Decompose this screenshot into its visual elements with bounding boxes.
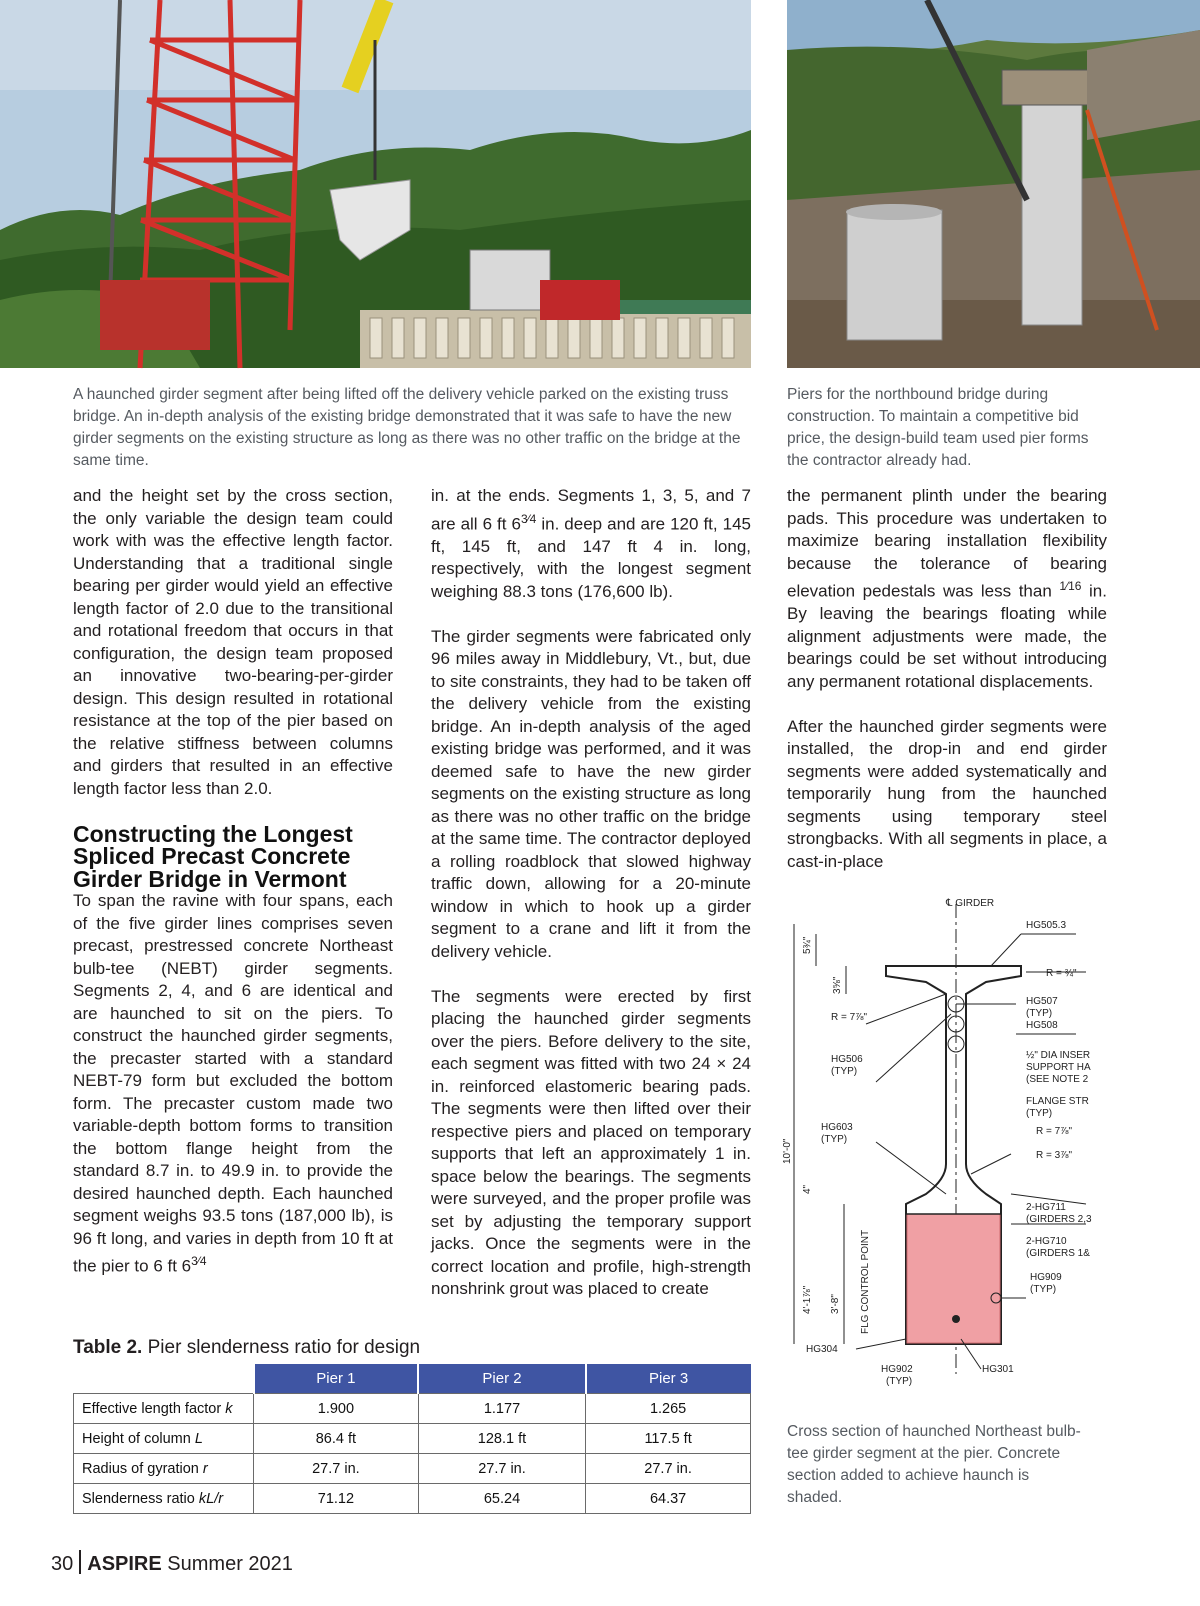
table-title: Table 2. Pier slenderness ratio for design bbox=[73, 1337, 421, 1358]
page-number: 30 bbox=[51, 1553, 74, 1575]
haunch-shaded-region bbox=[907, 1214, 1000, 1343]
cell: 1.177 bbox=[418, 1394, 585, 1424]
col1-paragraph-1: and the height set by the cross section, the only variable the design team could work with was the effective length factor. Understanding that a traditional single bearing per girder would yield an effective length factor of 2.0 due to the transitional and rotational freedom that occurs in that configuration, the design team proposed an innovative two-bearing-per-girder design. This design resulted in rotational resistance at the top of the pier based on the relative stiffness between columns and girders that resulted in an effective length factor less than 2.0. bbox=[73, 486, 393, 798]
table-row bbox=[74, 1424, 751, 1454]
flg-control-point: FLG CONTROL POINT bbox=[860, 1229, 871, 1334]
magazine-name: ASPIRE bbox=[87, 1553, 162, 1575]
page-footer bbox=[51, 1550, 293, 1576]
dim-38: 3'-8" bbox=[830, 1294, 841, 1314]
table-header-row bbox=[74, 1364, 751, 1394]
header-blank bbox=[74, 1364, 254, 1394]
label-hg5053: HG505.3 bbox=[1026, 920, 1067, 931]
table-row bbox=[74, 1454, 751, 1484]
dim-4: 4" bbox=[802, 1184, 813, 1194]
label-typ-4: (TYP) bbox=[821, 1134, 848, 1145]
label-hg508: HG508 bbox=[1026, 1020, 1058, 1031]
label-hg301: HG301 bbox=[982, 1364, 1014, 1375]
cell: 117.5 ft bbox=[586, 1424, 751, 1454]
photo-piers bbox=[787, 0, 1200, 368]
cell: 27.7 in. bbox=[254, 1454, 419, 1484]
label-hg304: HG304 bbox=[806, 1344, 838, 1355]
cell: 65.24 bbox=[418, 1484, 585, 1514]
label-girders23: (GIRDERS 2,3 bbox=[1026, 1214, 1092, 1225]
photo-left-caption: A haunched girder segment after being lifted off the delivery vehicle parked on the existing truss bridge. An in-depth analysis of the existing bridge demonstrated that it was safe to have the new girder segments on the existing structure as long as there was no other traffic on the bridge at the same time. bbox=[73, 386, 741, 469]
label-hg710: 2-HG710 bbox=[1026, 1236, 1067, 1247]
col2-paragraph-1: in. at the ends. Segments 1, 3, 5, and 7 are all 6 ft $6^{3⁄4}$ in. deep and are 120 ft, 145 ft, 145 ft, and 147 ft 4 in. long, respectively, with the longest segment weighing 88.3 tons (176,600 lb). bbox=[431, 486, 751, 601]
dim-10ft: 10'-0" bbox=[782, 1138, 793, 1164]
dim-4118: 4'-1⅞" bbox=[802, 1285, 813, 1314]
drawing-caption: Cross section of haunched Northeast bulb-tee girder segment at the pier. Concrete section added to achieve haunch is shaded. bbox=[787, 1423, 1081, 1506]
dim-534: 5¾" bbox=[802, 936, 813, 954]
header-pier-3: Pier 3 bbox=[586, 1364, 751, 1394]
cell: 1.900 bbox=[254, 1394, 419, 1424]
column-3 bbox=[787, 485, 1107, 873]
photo-crane-lift bbox=[0, 0, 751, 368]
cell: 86.4 ft bbox=[254, 1424, 419, 1454]
label-hg711: 2-HG711 bbox=[1026, 1202, 1066, 1213]
row-label: Effective length factor k bbox=[74, 1394, 254, 1424]
label-support-ha: SUPPORT HA bbox=[1026, 1062, 1091, 1073]
label-hg506: HG506 bbox=[831, 1054, 863, 1065]
issue-name: Summer 2021 bbox=[167, 1553, 293, 1575]
cell: 64.37 bbox=[586, 1484, 751, 1514]
cell: 128.1 ft bbox=[418, 1424, 585, 1454]
label-r78b: R = 7⅞" bbox=[1036, 1126, 1073, 1137]
cell: 71.12 bbox=[254, 1484, 419, 1514]
col2-paragraph-2: The girder segments were fabricated only 96 miles away in Middlebury, Vt., but, due to site constraints, they had to be taken off the delivery vehicle from the existing bridge. An in-depth analysis of the aged existing bridge was performed, and it was deemed safe to have the new girder segments on the existing structure as long as there was no other traffic on the bridge at the same time. The contractor deployed a rolling roadblock that slowed highway traffic down, allowing for a 20-minute window in which to hook up a girder segment to a crane and lift it from the delivery vehicle. bbox=[431, 626, 751, 961]
label-r778: R = 7⅞" bbox=[831, 1012, 868, 1023]
col3-paragraph-1: the permanent plinth under the bearing pads. This procedure was undertaken to maximize bearing installation flexibility because the tolerance of bearing elevation pedestals was less than $^{1⁄16}$ in. By leaving the bearings floating while alignment adjustments were made, the bearings could be set without introducing any permanent rotational displacements. bbox=[787, 486, 1107, 691]
label-r34: R = ¾" bbox=[1046, 968, 1077, 979]
dim-358: 3⅝" bbox=[832, 976, 843, 994]
label-hg909: HG909 bbox=[1030, 1272, 1062, 1283]
col1-paragraph-2: To span the ravine with four spans, each of the five girder lines comprises seven precast, prestressed concrete Northeast bulb-tee (NEBT) girder segments. Segments 2, 4, and 6 are identical and are haunched to sit on the piers. To construct the haunched girder segments, the precaster started with a standard NEBT-79 form but excluded the bottom form. The precaster custom made two variable-depth bottom forms to transition the bottom flange height from the standard 8.7 in. to 49.9 in. to provide the desired haunched depth. Each haunched segment weighs 93.5 tons (187,000 lb), is 96 ft long, and varies in depth from 10 ft at the pier to 6 ft $6^{3⁄4}$ bbox=[73, 891, 393, 1276]
table-row bbox=[74, 1484, 751, 1514]
header-pier-1: Pier 1 bbox=[254, 1364, 419, 1394]
label-see-note: (SEE NOTE 2 bbox=[1026, 1074, 1089, 1085]
label-typ-1: (TYP) bbox=[1026, 1008, 1053, 1019]
row-label: Slenderness ratio kL/r bbox=[74, 1484, 254, 1514]
cell: 27.7 in. bbox=[418, 1454, 585, 1484]
row-label: Height of column L bbox=[74, 1424, 254, 1454]
header-pier-2: Pier 2 bbox=[418, 1364, 585, 1394]
section-heading: Constructing the Longest Spliced Precast Concrete Girder Bridge in Vermont bbox=[73, 820, 353, 892]
label-girders1: (GIRDERS 1& bbox=[1026, 1248, 1090, 1259]
label-hg603: HG603 bbox=[821, 1122, 853, 1133]
label-typ-6: (TYP) bbox=[886, 1376, 913, 1387]
girder-cross-section-drawing bbox=[782, 894, 1116, 1419]
table-row bbox=[74, 1394, 751, 1424]
label-flange-str: FLANGE STR bbox=[1026, 1096, 1089, 1107]
label-r38: R = 3⅞" bbox=[1036, 1150, 1073, 1161]
column-2 bbox=[431, 485, 751, 1301]
pier-slenderness-table bbox=[73, 1364, 751, 1514]
row-label: Radius of gyration r bbox=[74, 1454, 254, 1484]
label-hg902: HG902 bbox=[881, 1364, 913, 1375]
footer-divider bbox=[79, 1550, 81, 1574]
label-hg507: HG507 bbox=[1026, 996, 1058, 1007]
label-dia-insert: ½" DIA INSER bbox=[1026, 1050, 1091, 1061]
cell: 1.265 bbox=[586, 1394, 751, 1424]
label-typ-2: (TYP) bbox=[1026, 1108, 1053, 1119]
column-1 bbox=[73, 485, 393, 1278]
cell: 27.7 in. bbox=[586, 1454, 751, 1484]
col3-paragraph-2: After the haunched girder segments were installed, the drop-in and end girder segments were added systematically and temporarily hung from the haunched segments using temporary steel strongbacks. With all segments in place, a cast-in-place bbox=[787, 716, 1107, 871]
label-cl-girder: ℄ GIRDER bbox=[946, 898, 995, 909]
label-typ-3: (TYP) bbox=[831, 1066, 858, 1077]
col2-paragraph-3: The segments were erected by first placing the haunched girder segments over the piers. Before delivery to the site, each segment was fitted with two 24 × 24 in. reinforced elastomeric bearing pads. The segments were then lifted over their respective piers and placed on temporary supports that left an approximately 1 in. space below the bearings. The segments were surveyed, and the proper profile was set by adjusting the temporary support jacks. Once the segments were in the correct location and profile, high-strength nonshrink grout was placed to create bbox=[431, 986, 751, 1299]
label-typ-5: (TYP) bbox=[1030, 1284, 1057, 1295]
photo-right-caption: Piers for the northbound bridge during construction. To maintain a competitive bid price, the design-build team used pier forms the contractor already had. bbox=[787, 386, 1089, 469]
